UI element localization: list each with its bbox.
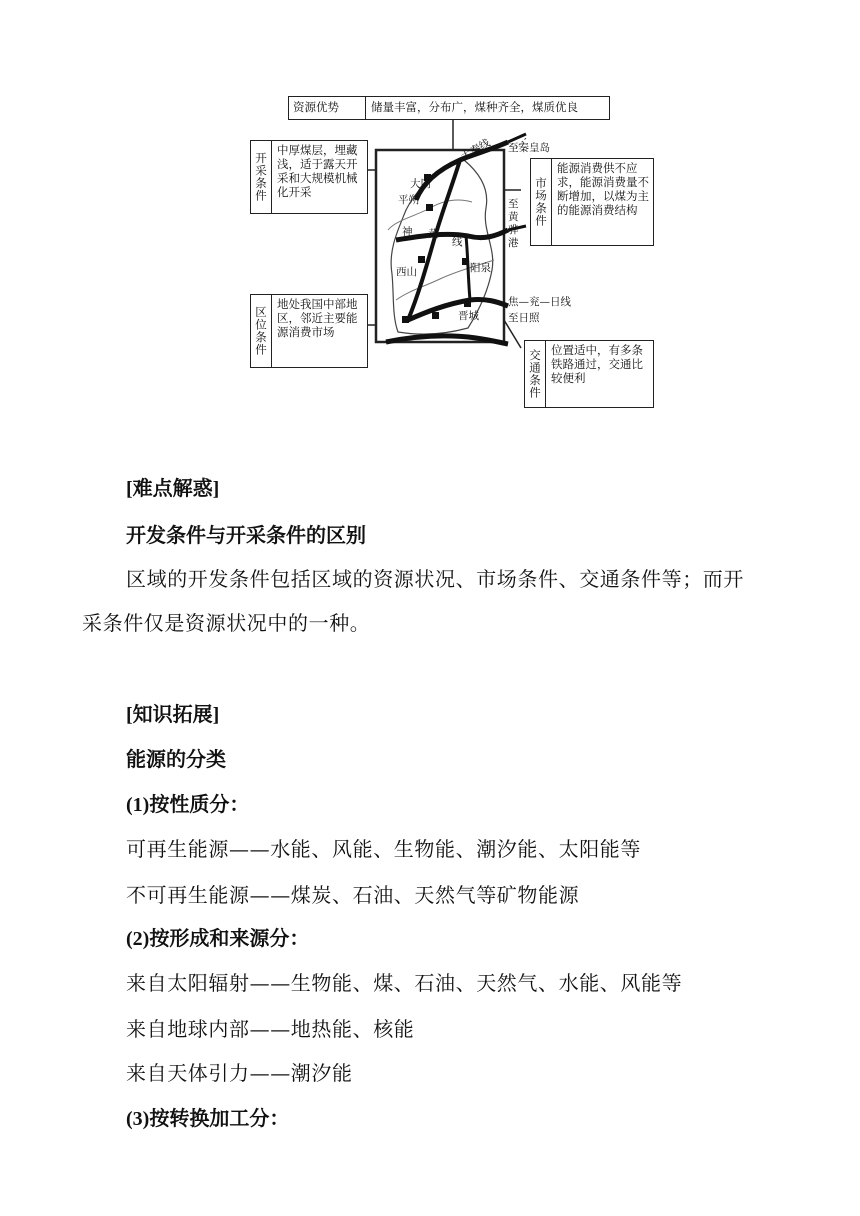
coal-base-marker <box>432 312 439 319</box>
map-label-qinhuangdao: 至秦皇岛 <box>508 142 550 154</box>
difficulty-heading: [难点解惑] <box>126 478 220 500</box>
box-divider <box>365 97 366 119</box>
classification-2-title: (2)按形成和来源分： <box>126 928 310 950</box>
difficulty-paragraph-line1: 区域的开发条件包括区域的资源状况、市场条件、交通条件等；而开 <box>126 567 744 591</box>
map-label-rizhao: 至日照 <box>508 312 540 324</box>
mining-conditions-box <box>250 140 368 214</box>
transport-conditions-box <box>524 340 654 408</box>
classification-3-title: (3)按转换加工分： <box>126 1108 290 1130</box>
transport-conditions-text: 位置适中，有多条铁路通过，交通比较便利 <box>551 343 643 385</box>
classification-1-renewable: 可再生能源——水能、风能、生物能、潮汐能、太阳能等 <box>126 837 641 861</box>
map-label-daqin: 大秦线 <box>459 136 493 164</box>
coal-base-marker <box>464 300 471 307</box>
resource-advantage-label: 资源优势 <box>293 100 339 114</box>
map-frame <box>376 150 504 342</box>
map-label-xian: 线 <box>452 236 463 248</box>
map-label-pingshuo: 平朔 <box>398 194 419 206</box>
resource-advantage-box <box>288 96 610 120</box>
classification-1-title: (1)按性质分： <box>126 794 250 816</box>
difficulty-paragraph-line2: 采条件仅是资源状况中的一种。 <box>82 611 371 635</box>
mining-conditions-text: 中厚煤层，埋藏浅，适于露天开采和大规模机械化开采 <box>277 143 358 199</box>
map-label-datong: 大同 <box>410 178 431 190</box>
coal-base-marker <box>418 256 425 263</box>
location-conditions-text: 地处我国中部地区，邻近主要能源消费市场 <box>277 297 358 339</box>
classification-2-earth: 来自地球内部——地热能、核能 <box>126 1017 415 1041</box>
coal-base-marker <box>426 204 433 211</box>
location-conditions-box <box>250 294 368 368</box>
railway-daqin-ext <box>508 134 526 142</box>
market-conditions-box <box>530 158 654 246</box>
transport-conditions-label: 交通条件 <box>525 341 546 407</box>
map-label-huang: 黄 <box>428 228 439 240</box>
coal-base-marker <box>462 258 469 265</box>
resource-advantage-text: 储量丰富，分布广，煤种齐全，煤质优良 <box>371 100 578 114</box>
classification-2-gravity: 来自天体引力——潮汐能 <box>126 1061 353 1085</box>
location-conditions-label: 区位条件 <box>251 295 272 367</box>
classification-1-nonrenewable: 不可再生能源——煤炭、石油、天然气等矿物能源 <box>126 883 580 907</box>
market-conditions-label: 市场条件 <box>531 159 552 245</box>
classification-2-solar: 来自太阳辐射——生物能、煤、石油、天然气、水能、风能等 <box>126 971 683 995</box>
map-label-jincheng: 晋城 <box>458 310 479 322</box>
map-label-xishan: 西山 <box>396 266 417 278</box>
map-label-jiaorixian: 焦—兖—日线 <box>508 296 571 308</box>
mining-conditions-label: 开采条件 <box>251 141 272 213</box>
shanxi-coal-figure <box>246 90 656 408</box>
knowledge-title: 能源的分类 <box>126 747 226 771</box>
map-label-huanghua: 至黄骅港 <box>508 198 519 249</box>
coal-base-marker <box>402 316 409 323</box>
difficulty-title: 开发条件与开采条件的区别 <box>126 523 366 547</box>
market-conditions-text: 能源消费供不应求，能源消费量不断增加，以煤为主的能源消费结构 <box>557 161 649 217</box>
map-label-yangquan: 阳泉 <box>470 262 491 274</box>
map-label-shen: 神 <box>402 226 413 238</box>
knowledge-heading: [知识拓展] <box>126 704 220 726</box>
